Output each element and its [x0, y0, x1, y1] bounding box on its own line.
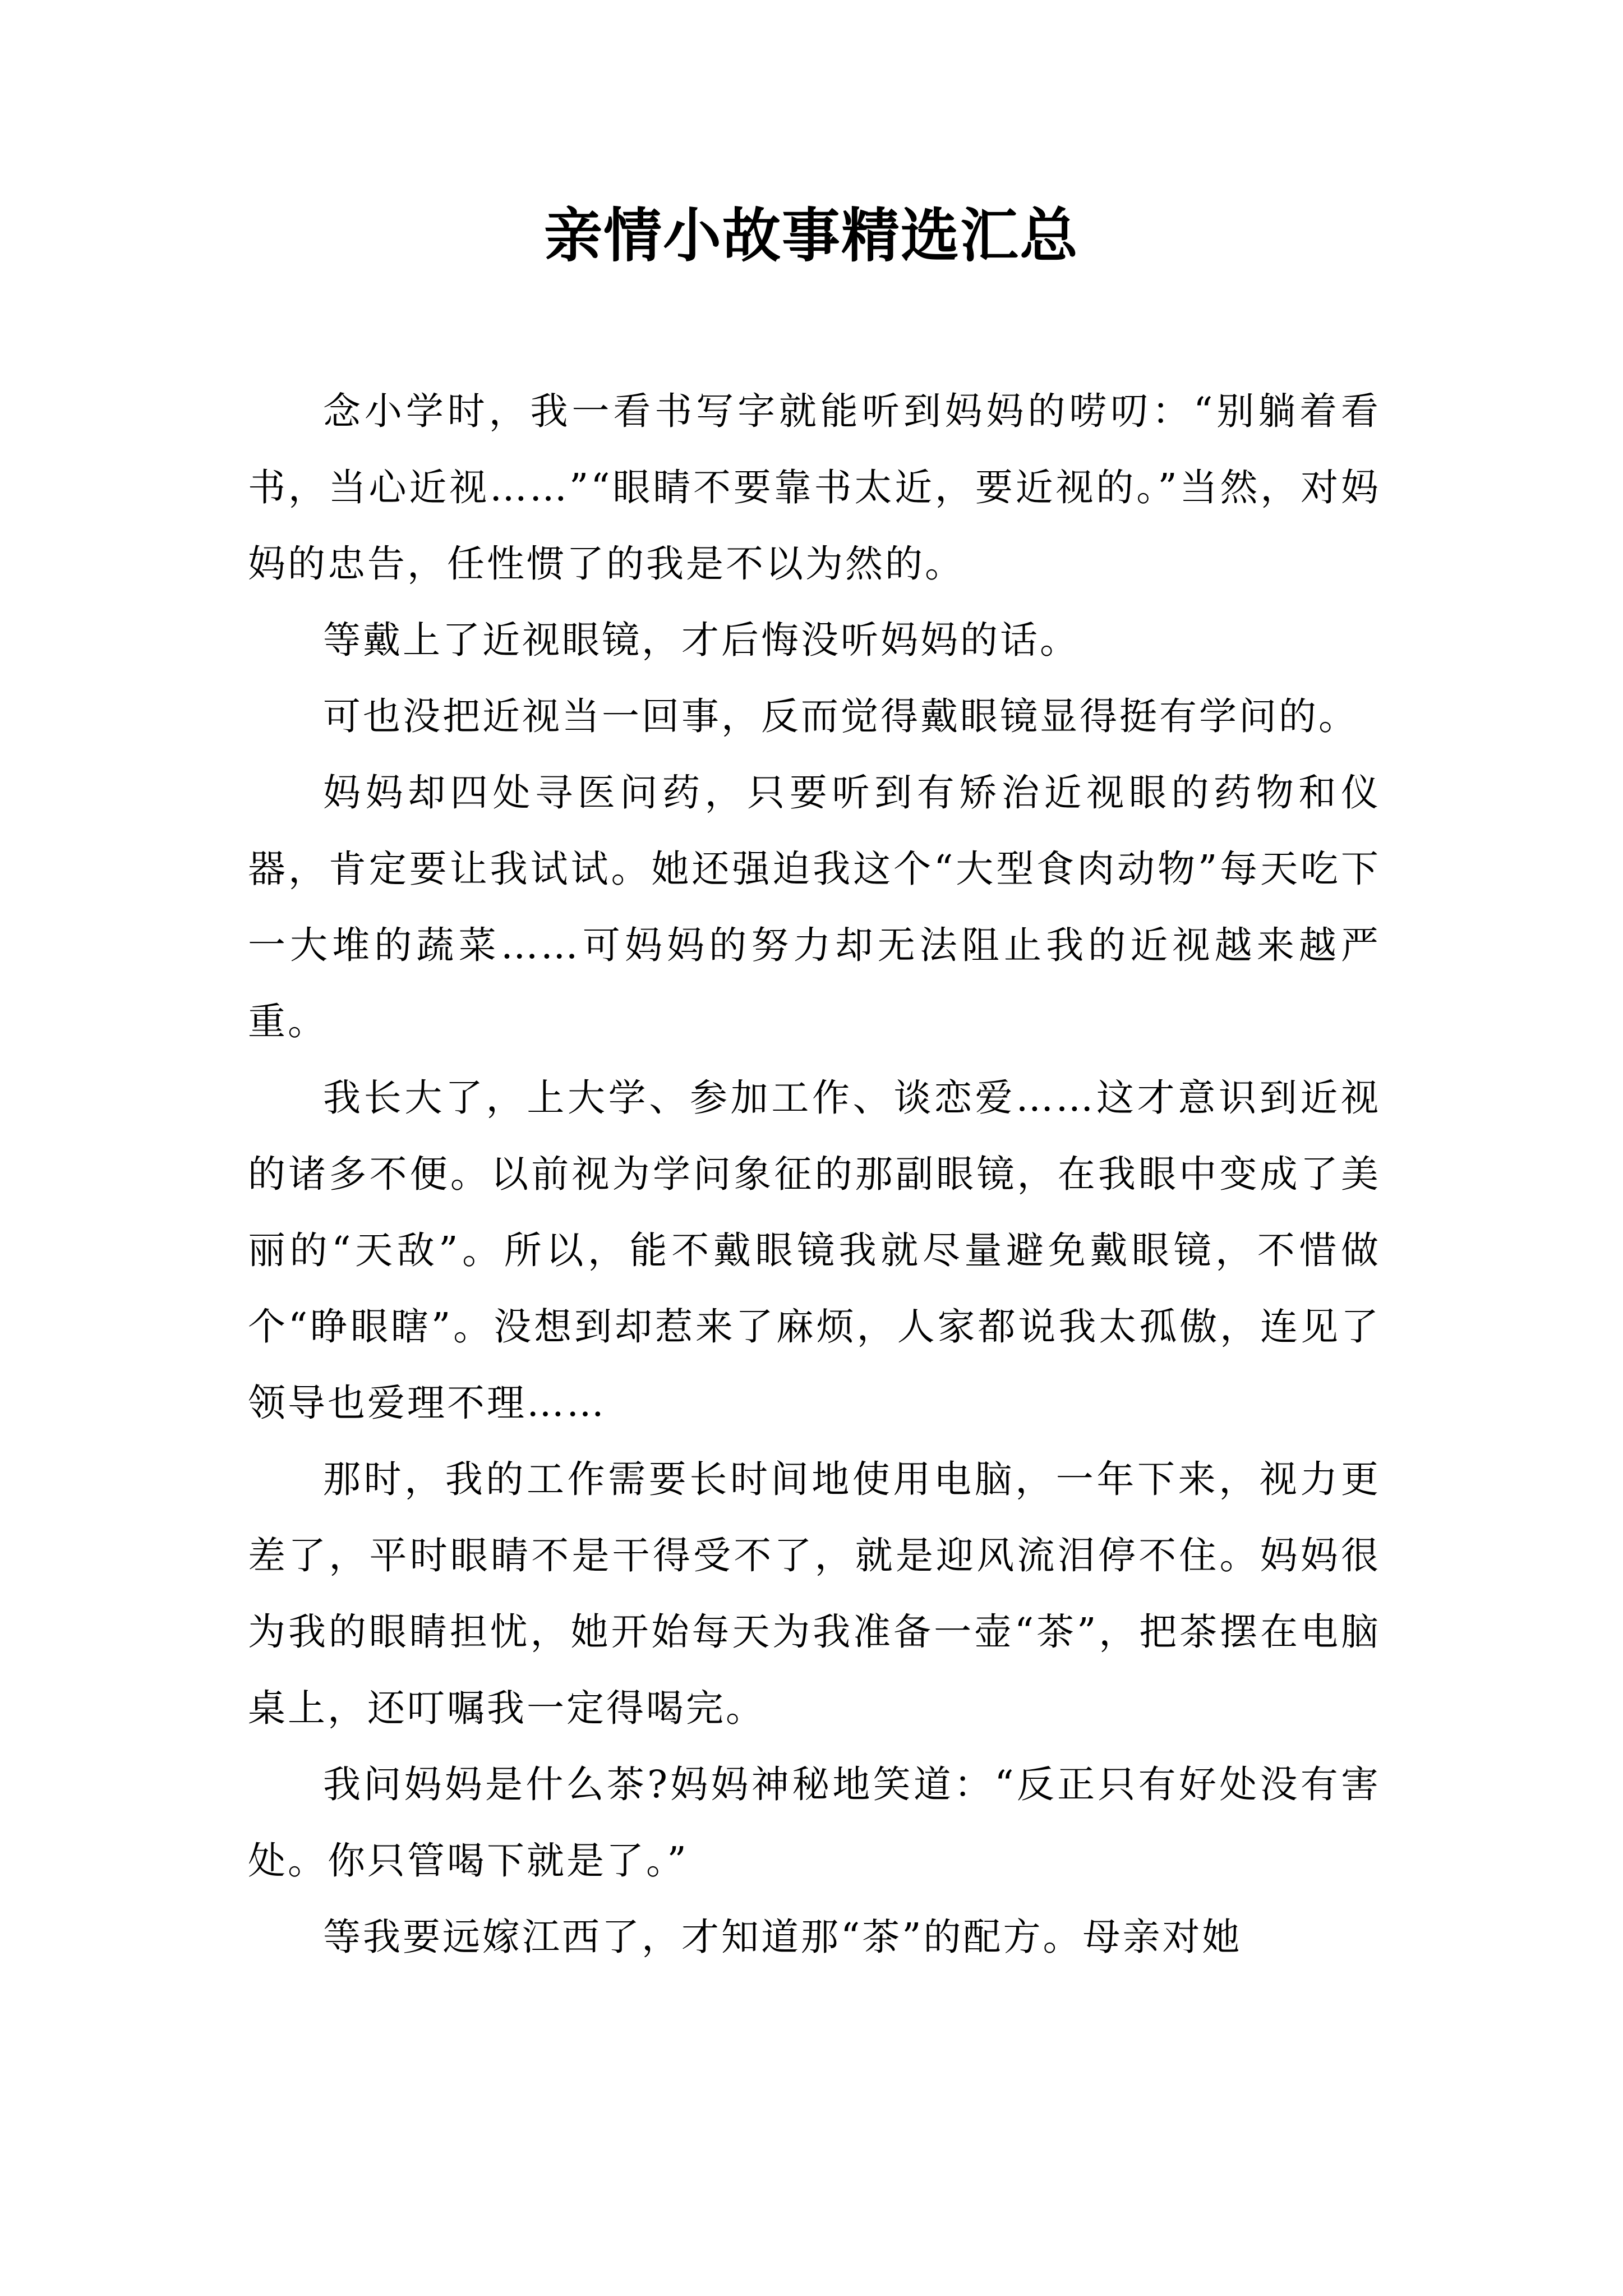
paragraph: 那时，我的工作需要长时间地使用电脑，一年下来，视力更差了，平时眼睛不是干得受不了，就是迎风流泪停不住。妈妈很为我的眼睛担忧，她开始每天为我准备一壶“茶”，把茶摆在电脑桌上，还叮嘱我一定得喝完。	[248, 1457, 1381, 1730]
paragraph: 等戴上了近视眼镜，才后悔没听妈妈的话。	[323, 618, 1080, 662]
paragraph: 等我要远嫁江西了，才知道那“茶”的配方。母亲对她	[323, 1915, 1242, 1959]
paragraph: 我长大了，上大学、参加工作、谈恋爱……这才意识到近视的诸多不便。以前视为学问象征的那副眼镜，在我眼中变成了美丽的“天敌”。所以，能不戴眼镜我就尽量避免戴眼镜，不惜做个“睁眼瞎”。没想到却惹来了麻烦，人家都说我太孤傲，连见了领导也爱理不理……	[248, 1076, 1381, 1425]
paragraph: 妈妈却四处寻医问药，只要听到有矫治近视眼的药物和仪器，肯定要让我试试。她还强迫我这个“大型食肉动物”每天吃下一大堆的蔬菜……可妈妈的努力却无法阻止我的近视越来越严重。	[248, 771, 1381, 1043]
document-title: 亲情小故事精选汇总	[543, 201, 1079, 270]
paragraph: 可也没把近视当一回事，反而觉得戴眼镜显得挺有学问的。	[323, 694, 1358, 738]
paragraph: 我问妈妈是什么茶?妈妈神秘地笑道：“反正只有好处没有害处。你只管喝下就是了。”	[248, 1763, 1381, 1883]
paragraph: 念小学时，我一看书写字就能听到妈妈的唠叨：“别躺着看书，当心近视……”“眼睛不要靠书太近，要近视的。”当然，对妈妈的忠告，任性惯了的我是不以为然的。	[248, 389, 1381, 586]
document-body	[248, 373, 1381, 1975]
